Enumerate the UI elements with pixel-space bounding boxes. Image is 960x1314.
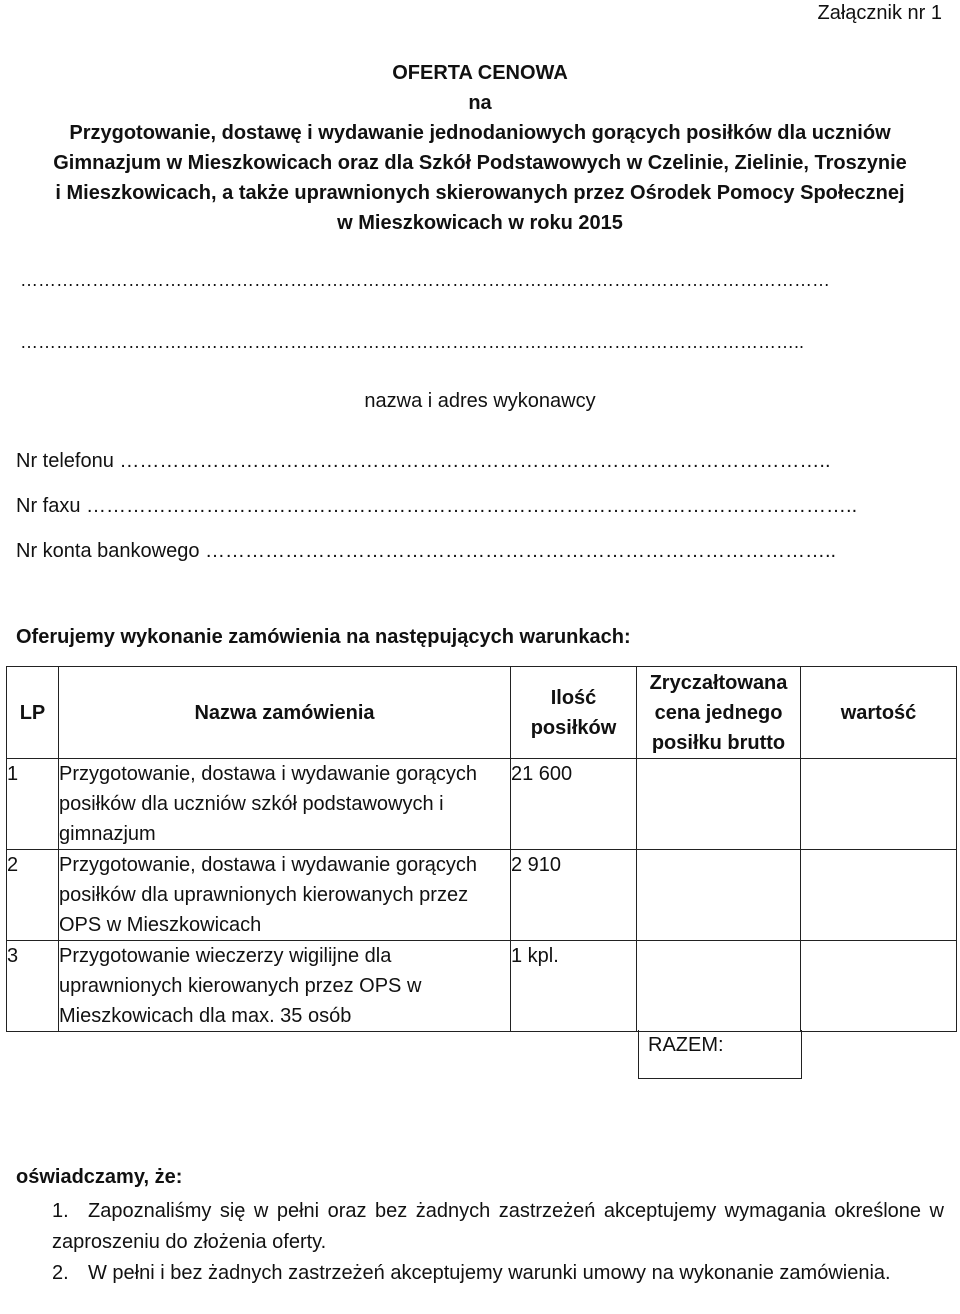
contractor-caption: nazwa i adres wykonawcy	[364, 390, 596, 412]
fax-field[interactable]: Nr faxu ……………………………………………………………………………………………………..	[16, 495, 858, 517]
header-price: Zryczałtowana cena jednego posiłku brutto	[637, 667, 801, 759]
row-lp: 3	[7, 941, 59, 1032]
table-row	[7, 941, 957, 1032]
row-lp: 1	[7, 759, 59, 850]
row-price-cell[interactable]	[637, 850, 801, 941]
declaration-item-number: 2.	[52, 1262, 69, 1284]
declaration-item-number: 1.	[52, 1200, 69, 1222]
row-price-cell[interactable]	[637, 941, 801, 1032]
title-line-5: i Mieszkowicach, a także uprawnionych skierowanych przez Ośrodek Pomocy Społecznej	[55, 182, 905, 204]
title-line-2: na	[468, 92, 492, 114]
title-line-3: Przygotowanie, dostawę i wydawanie jednodaniowych gorących posiłków dla uczniów	[69, 122, 891, 144]
phone-field[interactable]: Nr telefonu ……………………………………………………………………………………………..	[16, 450, 831, 472]
row-lp: 2	[7, 850, 59, 941]
offer-intro: Oferujemy wykonanie zamówienia na następujących warunkach:	[16, 626, 631, 648]
bank-account-field[interactable]: Nr konta bankowego …………………………………………………………………………………..	[16, 540, 837, 562]
total-label: RAZEM:	[648, 1034, 724, 1056]
title-line-4: Gimnazjum w Mieszkowicach oraz dla Szkół Podstawowych w Czelinie, Zielinie, Troszynie	[53, 152, 907, 174]
header-lp: LP	[7, 667, 59, 759]
header-qty: Ilość posiłków	[511, 667, 637, 759]
row-qty: 1 kpl.	[511, 941, 637, 1032]
row-name: Przygotowanie, dostawa i wydawanie gorących posiłków dla uczniów szkół podstawowych i gimnazjum	[59, 759, 511, 850]
row-value-cell[interactable]	[801, 850, 957, 941]
row-name: Przygotowanie wieczerzy wigilijne dla uprawnionych kierowanych przez OPS w Mieszkowicach dla max. 35 osób	[59, 941, 511, 1032]
row-price-cell[interactable]	[637, 759, 801, 850]
declaration-item-2	[52, 1258, 944, 1289]
table-row	[7, 759, 957, 850]
row-qty: 2 910	[511, 850, 637, 941]
declaration-item-text: Zapoznaliśmy się w pełni oraz bez żadnych zastrzeżeń akceptujemy wymagania określone w zaproszeniu do złożenia oferty.	[52, 1200, 944, 1253]
header-value: wartość	[801, 667, 957, 759]
row-value-cell[interactable]	[801, 759, 957, 850]
title-line-6: w Mieszkowicach w roku 2015	[337, 212, 623, 234]
declaration-item-1	[52, 1196, 944, 1258]
contractor-dots-line-1[interactable]: ………………………………………………………………………………………………………………………	[20, 270, 830, 290]
contractor-dots-line-2[interactable]: …………………………………………………………………………………………………………………..	[20, 332, 805, 352]
order-table	[6, 666, 957, 1032]
declaration-heading: oświadczamy, że:	[16, 1166, 183, 1188]
document-title: OFERTA CENOWA	[392, 62, 568, 84]
header-name: Nazwa zamówienia	[59, 667, 511, 759]
row-value-cell[interactable]	[801, 941, 957, 1032]
attachment-label: Załącznik nr 1	[817, 2, 942, 24]
row-qty: 21 600	[511, 759, 637, 850]
table-row	[7, 850, 957, 941]
declaration-item-text: W pełni i bez żadnych zastrzeżeń akceptujemy warunki umowy na wykonanie zamówienia.	[88, 1262, 891, 1284]
table-header-row	[7, 667, 957, 759]
row-name: Przygotowanie, dostawa i wydawanie gorących posiłków dla uprawnionych kierowanych przez OPS w Mieszkowicach	[59, 850, 511, 941]
